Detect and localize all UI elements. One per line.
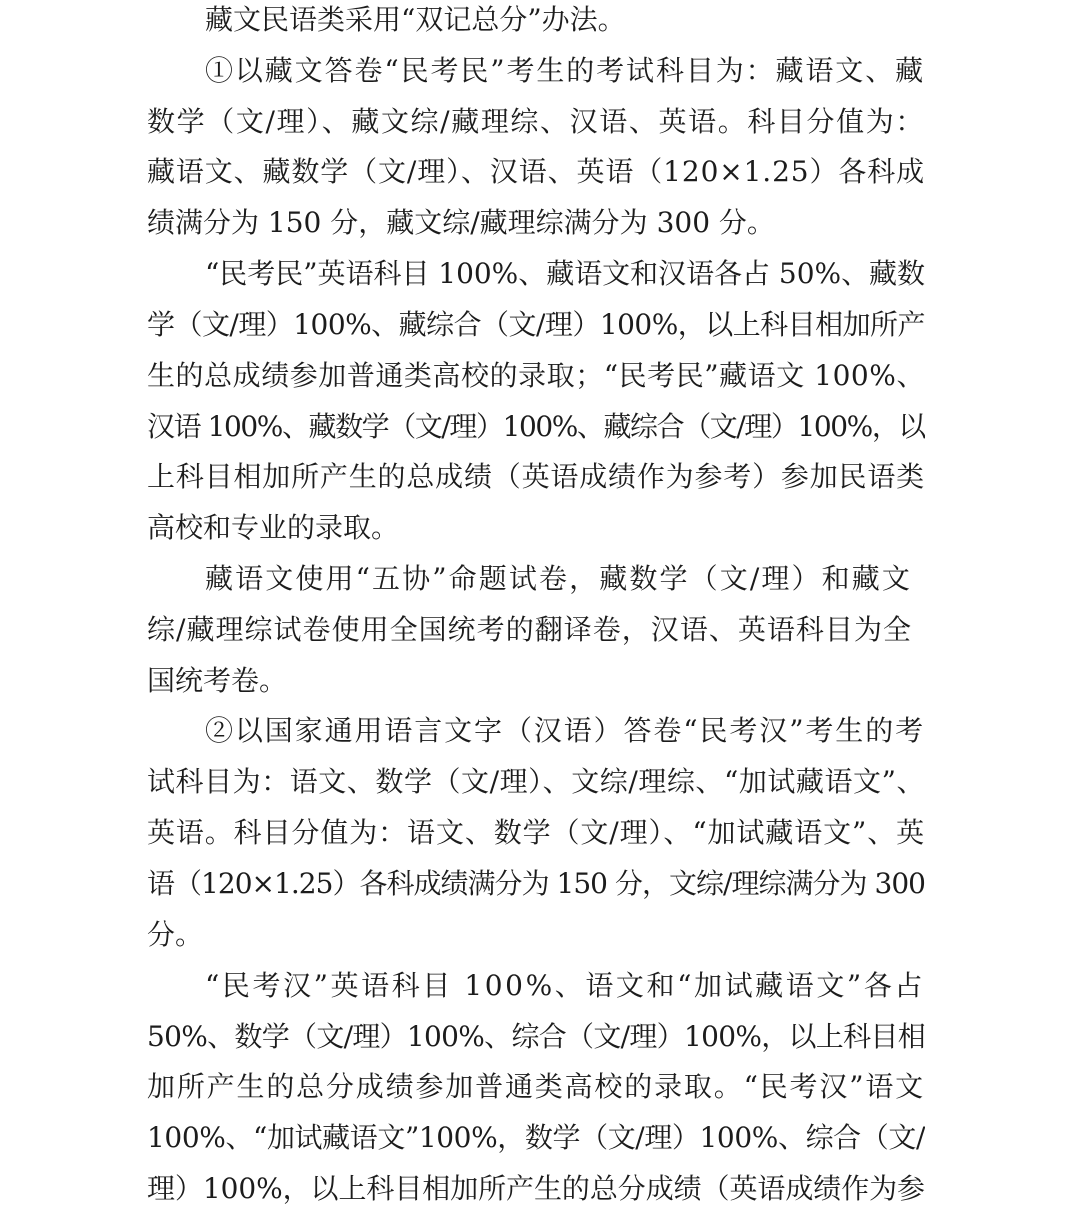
text-line: “民考民”英语科目 100%、藏语文和汉语各占 50%、藏数 — [205, 257, 925, 290]
text-line: 分。 — [147, 918, 204, 951]
text-line: 综/藏理综试卷使用全国统考的翻译卷，汉语、英语科目为全 — [147, 613, 912, 646]
text-line: 语（120×1.25）各科成绩满分为 150 分，文综/理综满分为 300 — [147, 867, 925, 900]
text-line: “民考汉”英语科目 100%、语文和“加试藏语文”各占 — [205, 969, 925, 1002]
text-line: 数学（文/理）、藏文综/藏理综、汉语、英语。科目分值为： — [147, 105, 925, 138]
text-line: 汉语 100%、藏数学（文/理）100%、藏综合（文/理）100%，以 — [147, 410, 925, 443]
text-line: 100%、“加试藏语文”100%，数学（文/理）100%、综合（文/ — [147, 1121, 925, 1154]
text-line: 50%、数学（文/理）100%、综合（文/理）100%，以上科目相 — [147, 1020, 925, 1053]
text-line: 理）100%，以上科目相加所产生的总分成绩（英语成绩作为参 — [147, 1172, 925, 1205]
text-line: ②以国家通用语言文字（汉语）答卷“民考汉”考生的考 — [205, 714, 925, 747]
text-line: 高校和专业的录取。 — [147, 511, 400, 544]
text-line: 绩满分为 150 分，藏文综/藏理综满分为 300 分。 — [147, 206, 775, 239]
text-line: 藏语文使用“五协”命题试卷，藏数学（文/理）和藏文 — [205, 562, 912, 595]
text-line: 生的总成绩参加普通类高校的录取；“民考民”藏语文 100%、 — [147, 359, 925, 392]
text-line: 试科目为：语文、数学（文/理）、文综/理综、“加试藏语文”、 — [147, 765, 925, 798]
text-line: 国统考卷。 — [147, 664, 288, 697]
text-line: 藏文民语类采用“双记总分”办法。 — [205, 3, 626, 36]
text-line: 学（文/理）100%、藏综合（文/理）100%，以上科目相加所产 — [147, 308, 925, 341]
text-line: 英语。科目分值为：语文、数学（文/理）、“加试藏语文”、英 — [147, 816, 925, 849]
text-line: 藏语文、藏数学（文/理）、汉语、英语（120×1.25）各科成 — [147, 155, 925, 188]
text-line: 加所产生的总分成绩参加普通类高校的录取。“民考汉”语文 — [147, 1070, 925, 1103]
text-line: 上科目相加所产生的总成绩（英语成绩作为参考）参加民语类 — [147, 460, 925, 493]
text-line: ①以藏文答卷“民考民”考生的考试科目为：藏语文、藏 — [205, 54, 925, 87]
